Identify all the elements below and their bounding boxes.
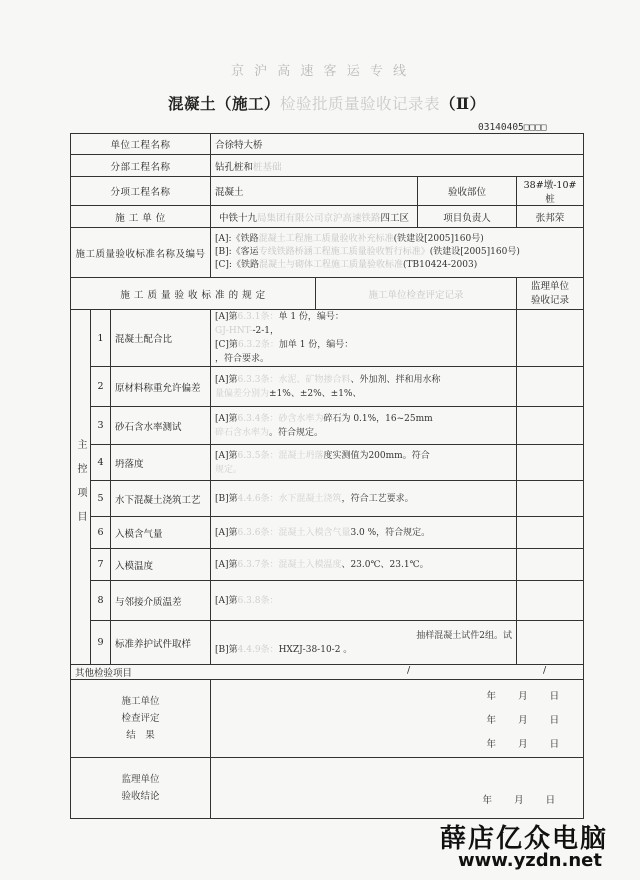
inspect-part-value: 38#墩-10#桩 <box>517 177 584 206</box>
record-tail: 、23.0℃、23.1℃。 <box>341 559 429 570</box>
row-sub-project <box>71 155 584 177</box>
construction-unit-value-faded: 局集团有限公司京沪高速铁路 <box>257 212 381 224</box>
standard-line-2-code: (铁建设[2005]160号) <box>429 247 520 257</box>
other-items-slash-a: / <box>407 665 411 676</box>
item-record <box>211 367 517 407</box>
record-line <box>215 492 512 506</box>
record-faded: 6.3.7条：混凝土入模温度 <box>237 559 342 570</box>
standard-line <box>215 246 579 259</box>
item-number: 3 <box>91 407 111 445</box>
sub-project-value <box>211 155 584 177</box>
project-manager-label: 项目负责人 <box>418 206 517 228</box>
standard-line-2-prefix: [B]:《客运 <box>215 247 259 257</box>
main-control-label: 主控项目 <box>71 310 91 665</box>
record-line <box>215 629 512 643</box>
item-number: 1 <box>91 310 111 367</box>
item-name: 混凝土配合比 <box>111 310 211 367</box>
supervisor-header: 监理单位 验收记录 <box>517 278 584 310</box>
watermark-name: 薛店亿众电脑 <box>440 824 609 854</box>
date-month: 月 <box>518 690 528 702</box>
sub-project-value-text: 钻孔桩和 <box>215 161 254 173</box>
standard-line-1-prefix: [A]:《铁路 <box>215 234 259 244</box>
row-construction-unit <box>71 206 584 228</box>
date-year: 年 <box>486 738 497 750</box>
record-text: [C]第 <box>215 340 238 350</box>
item-record <box>211 581 517 621</box>
item-number: 4 <box>91 445 111 481</box>
record-faded: 6.3.3条：水泥、矿物掺合料 <box>237 374 351 385</box>
construction-eval-cell <box>211 680 584 758</box>
record-faded: 6.3.2条： <box>237 340 279 350</box>
supervisor-cell <box>517 517 584 549</box>
record-line <box>215 387 512 401</box>
supervisor-conclusion-label: 监理单位 验收结论 <box>71 758 211 819</box>
record-text: [B]第 <box>215 493 238 504</box>
record-tail: 度实测值为200mm。符合 <box>323 450 430 461</box>
standard-line-3-prefix: [C]:《铁路 <box>215 260 259 270</box>
item-name: 与邻接介质温差 <box>111 581 211 621</box>
record-line <box>215 338 512 352</box>
record-tail: 抽样混凝土试件2组。试 <box>416 630 513 641</box>
main-control-row <box>71 367 584 407</box>
item-name: 入模含气量 <box>111 517 211 549</box>
row-unit-project <box>71 134 584 155</box>
record-line <box>215 643 512 657</box>
standard-list <box>211 228 584 278</box>
construction-eval-date-1 <box>211 688 583 702</box>
date-year: 年 <box>486 714 497 726</box>
inspect-part-label: 验收部位 <box>418 177 517 206</box>
record-line <box>215 373 512 387</box>
record-text: [A]第 <box>215 413 238 424</box>
main-control-row <box>71 621 584 665</box>
project-manager-value: 张邦荣 <box>517 206 584 228</box>
item-record <box>211 549 517 581</box>
record-faded: 6.3.6条：混凝土入模含气量 <box>237 527 351 538</box>
item-record <box>211 445 517 481</box>
item-number: 6 <box>91 517 111 549</box>
item-record <box>211 621 517 665</box>
row-supervisor-conclusion <box>71 758 584 819</box>
date-day: 日 <box>549 738 560 750</box>
standard-line <box>215 233 579 246</box>
supervisor-conclusion-cell <box>211 758 584 819</box>
date-year: 年 <box>486 690 497 702</box>
record-line <box>215 324 512 338</box>
standard-line-1-code: (铁建设[2005]160号) <box>393 234 484 244</box>
item-number: 8 <box>91 581 111 621</box>
construction-eval-date-2 <box>211 712 583 726</box>
supervisor-cell <box>517 367 584 407</box>
supervisor-cell <box>517 581 584 621</box>
standard-line <box>215 259 579 272</box>
record-line <box>215 352 512 366</box>
record-faded: 量偏差分别为 <box>215 388 270 399</box>
construction-eval-label: 施工单位 检查评定 结 果 <box>71 680 211 758</box>
form-title-faded: 检验批质量验收记录表 <box>280 95 441 113</box>
item-record <box>211 407 517 445</box>
record-tail: ，符合要求。 <box>215 354 270 364</box>
form-title <box>168 92 486 114</box>
item-name: 水下混凝土浇筑工艺 <box>111 481 211 517</box>
supervisor-cell <box>517 481 584 517</box>
main-control-row <box>71 517 584 549</box>
item-name: 原材料称重允许偏差 <box>111 367 211 407</box>
record-text: [A]第 <box>215 374 238 385</box>
record-tail: 。符合规定。 <box>269 427 324 438</box>
form-title-end: （Ⅱ） <box>440 94 486 113</box>
standard-line-2-faded: 专线铁路桥涵工程施工质量验收暂行标准》 <box>258 247 430 257</box>
supervisor-cell <box>517 549 584 581</box>
main-control-row <box>71 407 584 445</box>
record-text: [B]第 <box>215 644 238 655</box>
date-day: 日 <box>549 690 560 702</box>
inspection-record-table <box>70 133 584 819</box>
construction-unit-value-a: 中铁十九 <box>218 212 257 224</box>
record-text: [A]第 <box>215 559 238 570</box>
record-line <box>215 463 512 477</box>
record-text: [A]第 <box>215 450 238 461</box>
supervisor-cell <box>517 310 584 367</box>
construction-unit-value <box>211 206 418 228</box>
record-tail: ±1%、±2%、±1%、 <box>269 388 362 399</box>
row-item-project <box>71 177 584 206</box>
unit-project-value: 合徐特大桥 <box>211 134 584 155</box>
document-series-header: 京 沪 高 速 客 运 专 线 <box>231 64 409 79</box>
sub-project-label: 分部工程名称 <box>71 155 211 177</box>
main-control-row <box>71 445 584 481</box>
record-line <box>215 594 512 608</box>
record-line <box>215 558 512 572</box>
standard-line-1-faded: 混凝土工程施工质量验收补充标准 <box>258 234 394 244</box>
supervisor-conclusion-date <box>215 792 579 806</box>
record-faded: 6.3.8条： <box>237 595 279 606</box>
item-name: 砂石含水率测试 <box>111 407 211 445</box>
supervisor-cell <box>517 407 584 445</box>
record-faded: 4.4.6条：水下混凝土浇筑 <box>237 493 342 504</box>
watermark-url: www.yzdn.net <box>458 850 602 871</box>
row-column-headers <box>71 278 584 310</box>
record-faded: 6.3.4条：砂含水率为 <box>237 413 324 424</box>
other-items-label: 其他检验项目 <box>75 668 133 679</box>
construction-unit-value-b: 四工区 <box>380 212 410 224</box>
unit-project-label: 单位工程名称 <box>71 134 211 155</box>
record-tail: HXZJ-38-10-2 。 <box>278 644 353 655</box>
record-tail: 单 1 份，编号： <box>278 312 344 322</box>
row-standard <box>71 228 584 278</box>
construction-eval-date-3 <box>211 736 583 750</box>
item-record <box>211 481 517 517</box>
form-title-main: 混凝土（施工） <box>168 94 281 113</box>
item-number: 9 <box>91 621 111 665</box>
document-code: 03140405□□□□ <box>478 122 547 133</box>
row-other-items <box>71 665 584 680</box>
row-construction-eval <box>71 680 584 758</box>
record-header: 施工单位检查评定记录 <box>316 278 517 310</box>
record-line <box>215 426 512 440</box>
record-faded: 6.3.5条：混凝土坍落 <box>237 450 324 461</box>
record-line <box>215 310 512 324</box>
record-tail: ，符合工艺要求。 <box>341 493 414 504</box>
record-faded: GJ-HNT- <box>215 326 253 336</box>
date-month: 月 <box>518 738 528 750</box>
main-control-row <box>71 481 584 517</box>
record-line <box>215 412 512 426</box>
other-items-cell <box>71 665 584 680</box>
record-faded: 6.3.1条： <box>237 312 279 322</box>
standard-line-3-code: (TB10424-2003) <box>402 260 478 270</box>
item-record <box>211 517 517 549</box>
item-project-value: 混凝土 <box>211 177 418 206</box>
date-month: 月 <box>514 795 524 806</box>
record-tail: 3.0 %，符合规定。 <box>350 527 431 538</box>
date-day: 日 <box>549 714 560 726</box>
record-tail: -2-1， <box>252 326 280 336</box>
item-number: 2 <box>91 367 111 407</box>
supervisor-cell <box>517 445 584 481</box>
record-text: [A]第 <box>215 595 238 606</box>
record-text: [A]第 <box>215 312 238 322</box>
spec-header: 施 工 质 量 验 收 标 准 的 规 定 <box>71 278 316 310</box>
main-control-row <box>71 581 584 621</box>
record-line <box>215 526 512 540</box>
item-number: 5 <box>91 481 111 517</box>
item-number: 7 <box>91 549 111 581</box>
record-text: [A]第 <box>215 527 238 538</box>
record-faded: 规定。 <box>215 464 243 475</box>
construction-unit-label: 施 工 单 位 <box>71 206 211 228</box>
record-faded: 碎石含水率为 <box>215 427 270 438</box>
item-name: 坍落度 <box>111 445 211 481</box>
item-name: 入模温度 <box>111 549 211 581</box>
standard-label: 施工质量验收标准名称及编号 <box>71 228 211 278</box>
date-month: 月 <box>518 714 528 726</box>
date-day: 日 <box>545 795 556 806</box>
item-name: 标准养护试件取样 <box>111 621 211 665</box>
date-year: 年 <box>482 795 493 806</box>
other-items-slash-b: / <box>543 665 547 676</box>
main-control-row <box>71 549 584 581</box>
record-faded: 4.4.9条： <box>237 644 279 655</box>
record-line <box>215 449 512 463</box>
sub-project-value-faded: 桩基础 <box>253 161 282 173</box>
record-tail: 碎石为 0.1%，16~25mm <box>323 413 433 424</box>
item-record <box>211 310 517 367</box>
standard-line-3-faded: 混凝土与砌体工程施工质量验收标准 <box>258 260 403 270</box>
record-tail: 加单 1 份，编号： <box>278 340 354 350</box>
main-control-row <box>71 310 584 367</box>
record-tail: 、外加剂、拌和用水称 <box>350 374 441 385</box>
supervisor-cell <box>517 621 584 665</box>
item-project-label: 分项工程名称 <box>71 177 211 206</box>
